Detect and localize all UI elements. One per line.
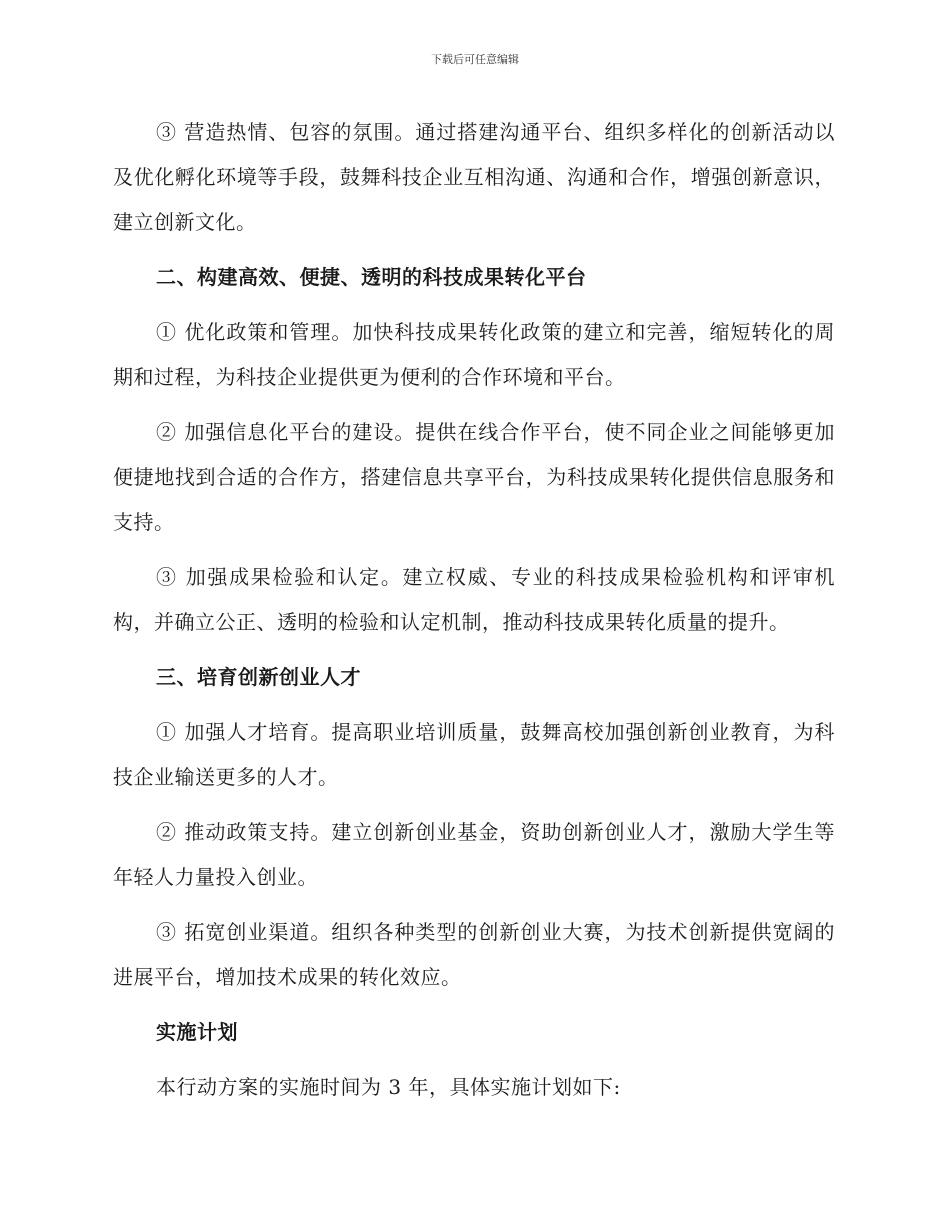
paragraph-implementation-intro: 本行动方案的实施时间为 3 年，具体实施计划如下: xyxy=(156,1075,621,1099)
paragraph-talent-training: ① 加强人才培育。提高职业培训质量，鼓舞高校加强创新创业教育，为科技企业输送更多的人才。 xyxy=(113,720,835,789)
paragraph-foster-atmosphere: ③ 营造热情、包容的氛围。通过搭建沟通平台、组织多样化的创新活动以及优化孵化环境等手段，鼓舞科技企业互相沟通、沟通和合作，增强创新意识，建立创新文化。 xyxy=(113,120,835,234)
section-heading-implementation-plan: 实施计划 xyxy=(156,1020,238,1044)
paragraph-optimize-policy: ① 优化政策和管理。加快科技成果转化政策的建立和完善，缩短转化的周期和过程，为科技企业提供更为便利的合作环境和平台。 xyxy=(113,320,835,389)
section-heading-transformation-platform: 二、构建高效、便捷、透明的科技成果转化平台 xyxy=(156,265,587,289)
paragraph-entrepreneurship-channels: ③ 拓宽创业渠道。组织各种类型的创新创业大赛，为技术创新提供宽阔的进展平台，增加技术成果的转化效应。 xyxy=(113,920,835,989)
paragraph-information-platform: ② 加强信息化平台的建设。提供在线合作平台，使不同企业之间能够更加便捷地找到合适的合作方，搭建信息共享平台，为科技成果转化提供信息服务和支持。 xyxy=(113,420,835,534)
page-header: 下载后可任意编辑 xyxy=(431,53,519,66)
section-heading-talent-cultivation: 三、培育创新创业人才 xyxy=(156,665,361,689)
paragraph-result-verification: ③ 加强成果检验和认定。建立权威、专业的科技成果检验机构和评审机构，并确立公正、透明的检验和认定机制，推动科技成果转化质量的提升。 xyxy=(113,565,835,634)
document-body xyxy=(113,110,835,1120)
paragraph-policy-support: ② 推动政策支持。建立创新创业基金，资助创新创业人才，激励大学生等年轻人力量投入创业。 xyxy=(113,820,835,889)
